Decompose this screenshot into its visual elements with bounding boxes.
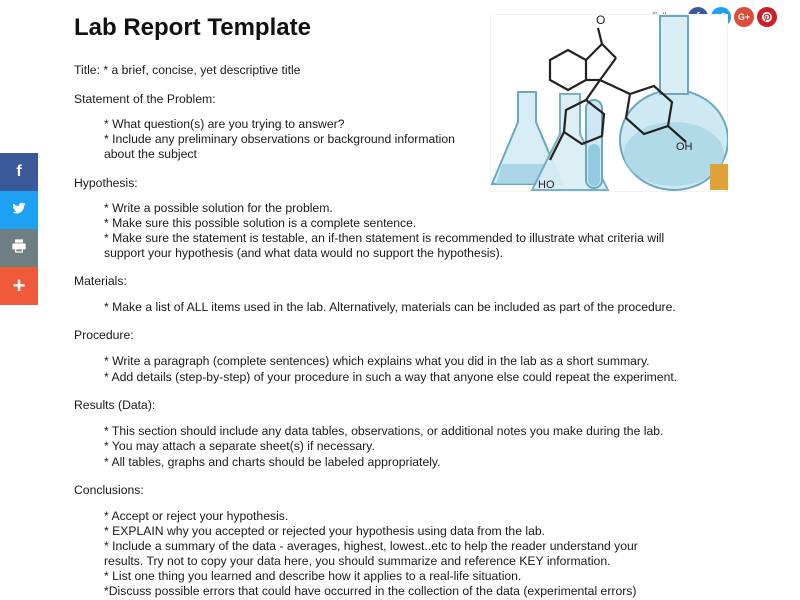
plus-icon: + (12, 273, 26, 298)
section-heading-hypothesis: Hypothesis: (74, 176, 138, 190)
list-item: * Add details (step-by-step) of your procedure in such a way that anyone else could repeat the experiment. (104, 370, 678, 384)
list-item: * This section should include any data tables, observations, or additional notes you make during the lab. (104, 424, 664, 438)
list-item: * All tables, graphs and charts should be labeled appropriately. (104, 455, 441, 469)
section-heading-conclusions: Conclusions: (74, 483, 144, 497)
list-item: * What question(s) are you trying to answer? (104, 117, 345, 131)
page-title: Lab Report Template (74, 14, 311, 41)
list-item: * Include any preliminary observations or background information (104, 132, 455, 146)
section-heading-procedure: Procedure: (74, 328, 134, 342)
section-heading-materials: Materials: (74, 274, 127, 288)
list-item: * You may attach a separate sheet(s) if necessary. (104, 439, 375, 453)
list-item: support your hypothesis (and what data would no support the hypothesis). (104, 246, 504, 260)
oxygen-label: O (596, 14, 606, 27)
facebook-icon: f (16, 163, 22, 180)
hydroxyl-label-left: HO (538, 179, 555, 191)
list-item: *Discuss possible errors that could have occurred in the collection of the data (experimental errors) (104, 584, 637, 598)
google-plus-icon[interactable]: G+ (734, 7, 754, 27)
hydroxyl-label-right: OH (676, 141, 693, 153)
list-item: about the subject (104, 147, 197, 161)
title-instruction: Title: * a brief, concise, yet descriptive title (74, 63, 301, 77)
section-heading-problem: Statement of the Problem: (74, 92, 216, 106)
section-heading-results: Results (Data): (74, 398, 156, 412)
list-item: * Write a possible solution for the problem. (104, 201, 333, 215)
list-item: results. Try not to copy your data here, you should summarize and reference KEY information. (104, 554, 611, 568)
list-item: * Make sure the statement is testable, an if-then statement is recommended to illustrate what criteria will (104, 231, 665, 245)
list-item: * EXPLAIN why you accepted or rejected your hypothesis using data from the lab. (104, 524, 546, 538)
list-item: * Accept or reject your hypothesis. (104, 509, 289, 523)
list-item: * List one thing you learned and describe how it applies to a real-life situation. (104, 569, 522, 583)
list-item: * Make sure this possible solution is a complete sentence. (104, 216, 417, 230)
list-item: * Write a paragraph (complete sentences) which explains what you did in the lab as a short summary. (104, 354, 650, 368)
list-item: * Include a summary of the data - averages, highest, lowest..etc to help the reader understand your (104, 539, 638, 553)
list-item: * Make a list of ALL items used in the lab. Alternatively, materials can be included as part of the procedure. (104, 300, 676, 314)
